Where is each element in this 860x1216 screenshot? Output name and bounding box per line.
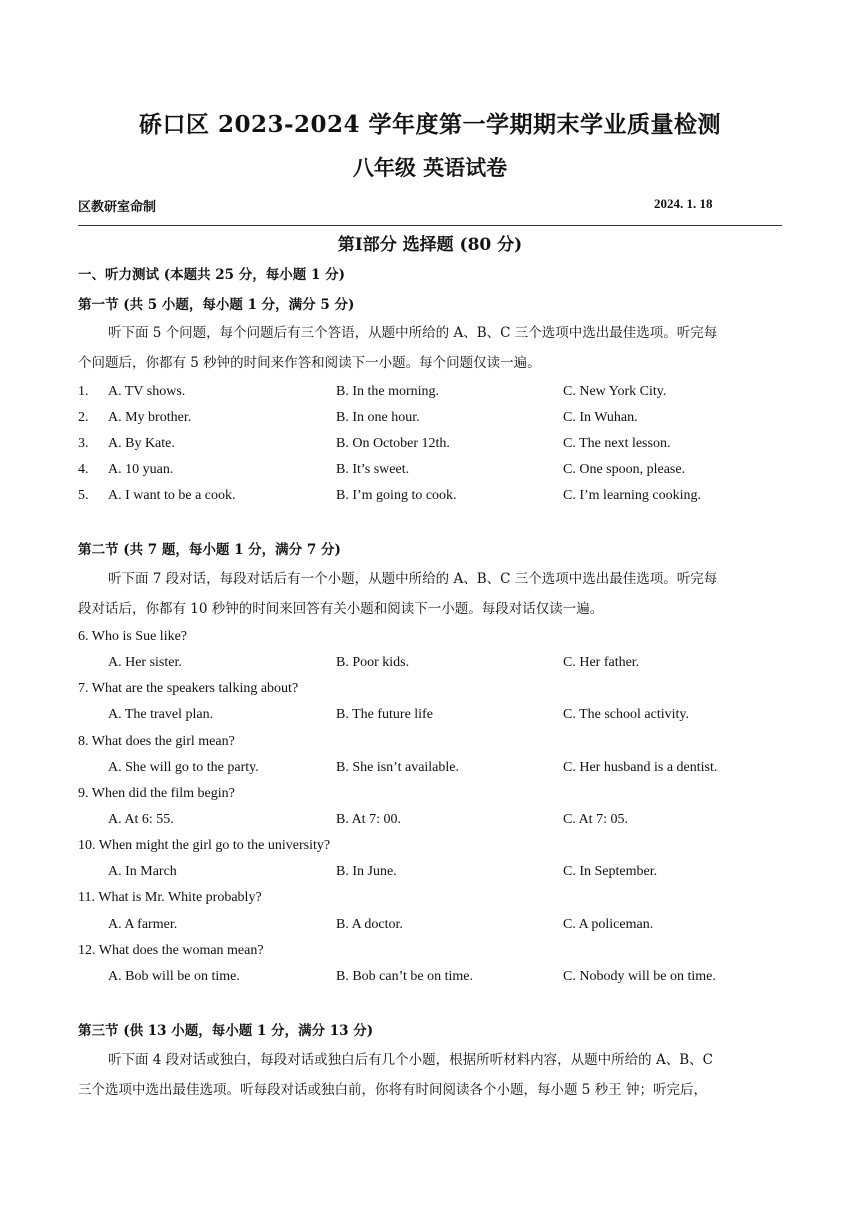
option-b: B. In June. [336,864,397,879]
question-row [0,384,860,402]
question-stem [0,681,860,699]
question-row [0,410,860,428]
option-b: B. On October 12th. [336,436,450,451]
option-b: B. The future life [336,707,433,722]
question-row [0,488,860,506]
question-text: 6. Who is Sue like? [78,629,188,644]
question-row [0,436,860,454]
question-options [0,812,860,830]
option-b: B. Poor kids. [336,655,410,670]
option-b: B. A doctor. [336,917,403,932]
option-a: A. The travel plan. [108,707,214,722]
option-a: A. In March [108,864,177,879]
exam-date: 2024. 1. 18 [654,196,713,211]
option-b: B. At 7: 00. [336,812,401,827]
question-stem [0,890,860,908]
question-stem [0,734,860,752]
section1-instructions-line2: 个问题后，你都有 5 秒钟的时间来作答和阅读下一小题。每个问题仅读一遍。 [78,355,541,371]
question-number: 5. [78,488,89,503]
option-a: A. Bob will be on time. [108,969,240,984]
option-b: B. She isn’t available. [336,760,459,775]
option-c: C. Her father. [563,655,640,670]
question-stem [0,838,860,856]
option-c: C. One spoon, please. [563,462,686,477]
question-options [0,760,860,778]
exam-maker: 区教研室命制 [78,200,157,215]
option-c: C. In September. [563,864,658,879]
question-text: 12. What does the woman mean? [78,943,264,958]
option-a: A. My brother. [108,410,192,425]
option-a: A. By Kate. [108,436,175,451]
question-stem [0,943,860,961]
question-stem [0,786,860,804]
question-row [0,462,860,480]
exam-title: 硚口区 2023-2024 学年度第一学期期末学业质量检测 [138,111,722,138]
section3-instructions-line2: 三个选项中选出最佳选项。听每段对话或独白前，你将有时间阅读各个小题，每小题 5 秒王 钟；听完后， [78,1082,707,1098]
question-text: 8. What does the girl mean? [78,734,235,749]
section1-instructions-line1: 听下面 5 个问题，每个问题后有三个答语，从题中所给的 A、B、C 三个选项中选出最佳选项。听完每 [108,325,718,341]
question-text: 7. What are the speakers talking about? [78,681,299,696]
option-c: C. The next lesson. [563,436,671,451]
question-number: 1. [78,384,89,399]
option-a: A. A farmer. [108,917,178,932]
option-c: C. New York City. [563,384,667,399]
question-text: 9. When did the film begin? [78,786,235,801]
option-a: A. TV shows. [108,384,186,399]
exam-subtitle: 八年级 英语试卷 [352,155,508,180]
option-c: C. The school activity. [563,707,689,722]
option-a: A. At 6: 55. [108,812,174,827]
question-options [0,707,860,725]
option-c: C. Her husband is a dentist. [563,760,718,775]
option-c: C. In Wuhan. [563,410,638,425]
option-b: B. I’m going to cook. [336,488,457,503]
section2-instructions-line2: 段对话后，你都有 10 秒钟的时间来回答有关小题和阅读下一小题。每段对话仅读一遍。 [78,601,604,617]
option-c: C. A policeman. [563,917,654,932]
option-a: A. She will go to the party. [108,760,259,775]
section3-instructions-line1: 听下面 4 段对话或独白，每段对话或独白后有几个小题，根据所听材料内容，从题中所给的 A、B、C [108,1052,713,1068]
section2-instructions-line1: 听下面 7 段对话，每段对话后有一个小题，从题中所给的 A、B、C 三个选项中选出最佳选项。听完每 [108,571,718,587]
listening-section-title: 一、听力测试 (本题共 25 分，每小题 1 分) [78,267,345,283]
option-a: A. I want to be a cook. [108,488,236,503]
question-stem [0,629,860,647]
option-b: B. In one hour. [336,410,420,425]
option-b: B. In the morning. [336,384,440,399]
option-b: B. Bob can’t be on time. [336,969,473,984]
part1-title: 第Ⅰ部分 选择题 (80 分) [337,235,523,255]
option-c: C. At 7: 05. [563,812,628,827]
question-number: 4. [78,462,89,477]
option-a: A. Her sister. [108,655,182,670]
question-number: 2. [78,410,89,425]
question-text: 10. When might the girl go to the university? [78,838,331,853]
section1-title: 第一节 (共 5 小题，每小题 1 分，满分 5 分) [78,297,355,313]
question-options [0,969,860,987]
option-b: B. It’s sweet. [336,462,410,477]
question-options [0,917,860,935]
question-options [0,864,860,882]
section2-title: 第二节 (共 7 题，每小题 1 分，满分 7 分) [78,542,341,558]
option-c: C. I’m learning cooking. [563,488,702,503]
option-c: C. Nobody will be on time. [563,969,716,984]
option-a: A. 10 yuan. [108,462,174,477]
header-divider [78,225,782,226]
question-options [0,655,860,673]
section3-title: 第三节 (供 13 小题，每小题 1 分，满分 13 分) [78,1023,374,1039]
question-text: 11. What is Mr. White probably? [78,890,262,905]
question-number: 3. [78,436,89,451]
